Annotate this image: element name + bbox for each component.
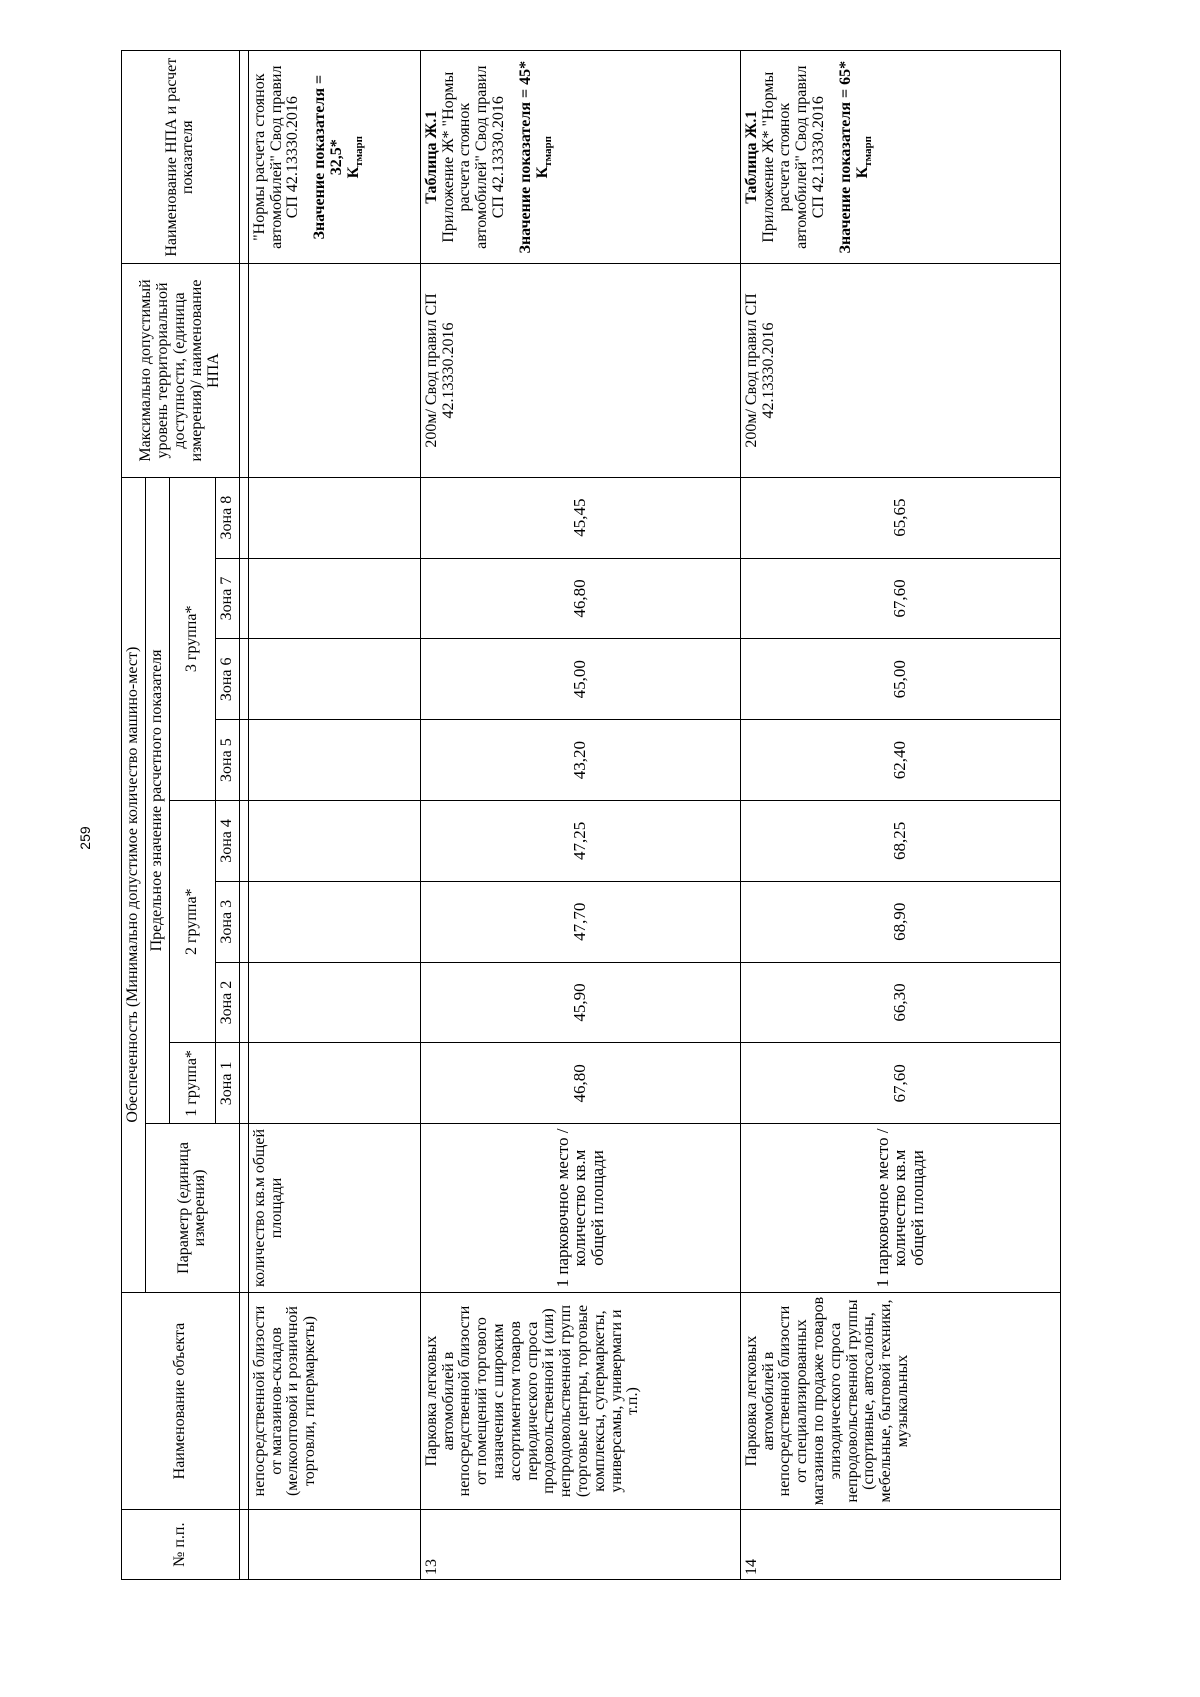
value-zone-4: 68,25 (740, 801, 1060, 882)
value-zone-3 (248, 881, 420, 962)
parking-provision-table (121, 50, 1061, 1580)
table-divider-row (239, 51, 248, 1580)
object-name: непосредственной близости от магазинов-складов (мелкооптовой и розничной торговли, гипермаркеты) (248, 1292, 420, 1510)
row-number: 14 (740, 1510, 1060, 1580)
value-zone-5: 62,40 (740, 720, 1060, 801)
header-zone-7: Зона 7 (215, 558, 239, 639)
value-zone-5: 43,20 (420, 720, 740, 801)
header-zone-4: Зона 4 (215, 801, 239, 882)
value-zone-5 (248, 720, 420, 801)
header-group-1: 1 группа* (169, 1043, 215, 1124)
header-zone-6: Зона 6 (215, 639, 239, 720)
table-row (740, 51, 1060, 1580)
npa-cell (740, 51, 1060, 264)
value-zone-3: 47,70 (420, 881, 740, 962)
npa-coefficient: $К_{тмарп}$ (533, 135, 554, 179)
value-zone-8: 45,45 (420, 477, 740, 558)
header-npa: Наименование НПА и расчет показателя (122, 51, 240, 264)
header-zone-3: Зона 3 (215, 881, 239, 962)
value-zone-8 (248, 477, 420, 558)
header-zone-2: Зона 2 (215, 962, 239, 1043)
value-zone-7: 67,60 (740, 558, 1060, 639)
value-zone-7 (248, 558, 420, 639)
header-access: Максимально допустимый уровень территориальной доступности, (единица измерения)/ наименование НПА (122, 264, 240, 477)
npa-coefficient: $К_{тмарп}$ (853, 135, 874, 179)
npa-text: Приложение Ж* "Нормы расчета стоянок автомобилей" Свод правил СП 42.13330.2016 (439, 65, 507, 249)
access-level (248, 264, 420, 477)
npa-title: Таблица Ж.1 (742, 110, 760, 204)
npa-coefficient: $К_{тмарп}$ (344, 135, 365, 179)
value-zone-6: 65,00 (740, 639, 1060, 720)
page-number: 259 (77, 826, 93, 850)
value-zone-2 (248, 962, 420, 1043)
header-limit: Предельное значение расчетного показателя (146, 477, 170, 1124)
row-number (248, 1510, 420, 1580)
header-param: Параметр (единица измерения) (146, 1124, 240, 1292)
header-provision: Обеспеченность (Минимально допустимое количество машино-мест) (122, 477, 146, 1292)
value-zone-7: 46,80 (420, 558, 740, 639)
header-group-3: 3 группа* (169, 477, 215, 800)
value-zone-2: 66,30 (740, 962, 1060, 1043)
row-number: 13 (420, 1510, 740, 1580)
object-name: Парковка легковых автомобилей в непосредственной близости от помещений торгового назначения с широким ассортиментом товаров периодического спроса продовольственной и (или) непродовольственной групп (торговые центры, торговые комплексы, супермаркеты, универсамы, универмаги и т.п.) (420, 1292, 740, 1510)
value-zone-2: 45,90 (420, 962, 740, 1043)
npa-cell (248, 51, 420, 264)
header-object-name: Наименование объекта (122, 1292, 240, 1510)
header-zone-1: Зона 1 (215, 1043, 239, 1124)
header-zone-5: Зона 5 (215, 720, 239, 801)
rotated-table-wrapper (121, 50, 1061, 1580)
npa-value: Значение показателя = 45* (516, 60, 534, 254)
header-no: № п.п. (122, 1510, 240, 1580)
npa-cell (420, 51, 740, 264)
access-level: 200м/ Свод правил СП 42.13330.2016 (740, 264, 1060, 477)
npa-title: Таблица Ж.1 (422, 110, 440, 204)
value-zone-3: 68,90 (740, 881, 1060, 962)
parameter: 1 парковочное место / количество кв.м общей площади (740, 1124, 1060, 1292)
access-level: 200м/ Свод правил СП 42.13330.2016 (420, 264, 740, 477)
header-zone-8: Зона 8 (215, 477, 239, 558)
table-row (248, 51, 420, 1580)
parameter: количество кв.м общей площади (248, 1124, 420, 1292)
value-zone-6: 45,00 (420, 639, 740, 720)
npa-value: Значение показателя = 65* (836, 60, 854, 254)
npa-text: "Нормы расчета стоянок автомобилей" Свод правил СП 42.13330.2016 (250, 65, 302, 249)
value-zone-1: 67,60 (740, 1043, 1060, 1124)
value-zone-8: 65,65 (740, 477, 1060, 558)
parameter: 1 парковочное место / количество кв.м общей площади (420, 1124, 740, 1292)
value-zone-4: 47,25 (420, 801, 740, 882)
value-zone-1 (248, 1043, 420, 1124)
value-zone-4 (248, 801, 420, 882)
npa-value: Значение показателя = 32,5* (311, 74, 345, 240)
header-group-2: 2 группа* (169, 801, 215, 1043)
value-zone-1: 46,80 (420, 1043, 740, 1124)
object-name: Парковка легковых автомобилей в непосредственной близости от специализированных магазинов по продаже товаров эпизодического спроса непродовольственной группы (спортивные, автосалоны, мебельные, бытовой техники, музыкальных (740, 1292, 1060, 1510)
npa-text: Приложение Ж* "Нормы расчета стоянок автомобилей" Свод правил СП 42.13330.2016 (759, 65, 827, 249)
value-zone-6 (248, 639, 420, 720)
table-row (420, 51, 740, 1580)
